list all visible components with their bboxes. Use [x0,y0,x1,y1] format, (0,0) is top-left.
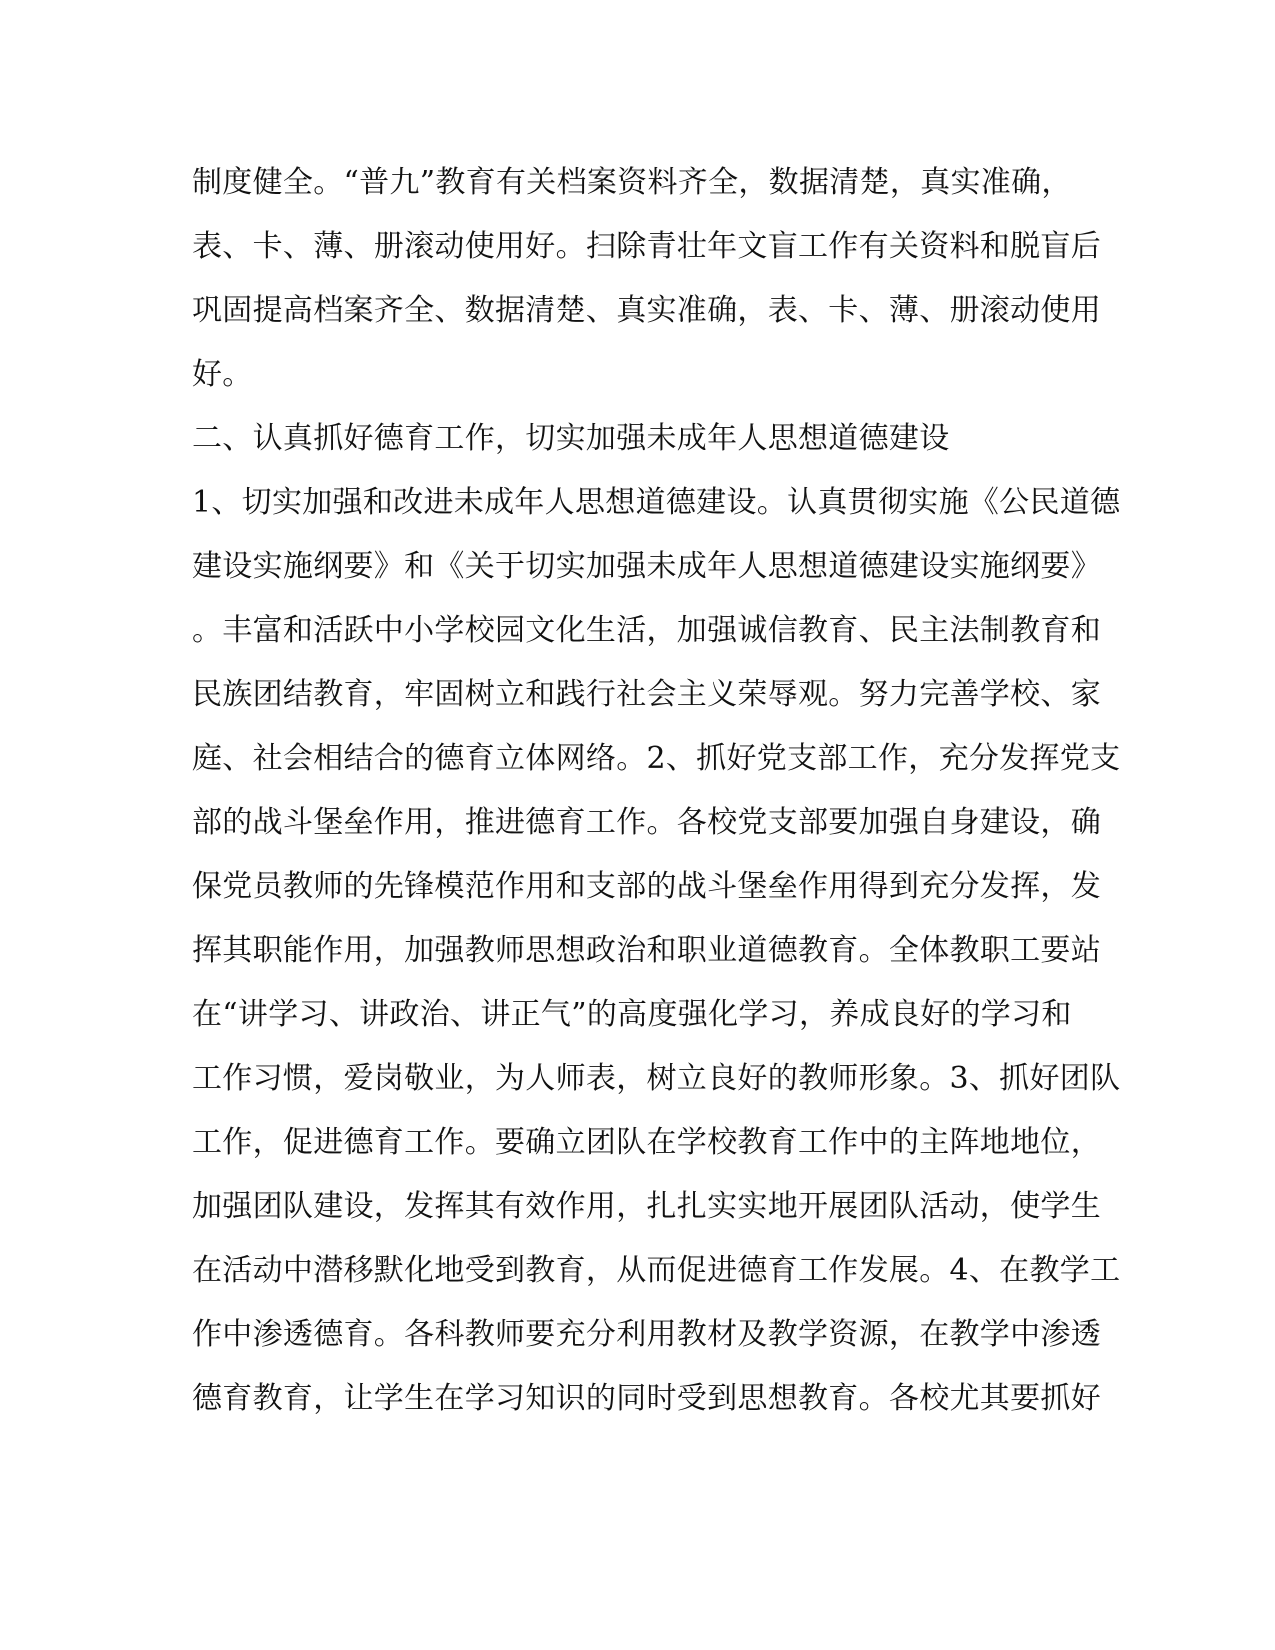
text-line: 好。 [192,357,253,392]
text-line: 民族团结教育，牢固树立和践行社会主义荣辱观。努力完善学校、家 [192,677,1101,712]
text-line: 制度健全。“普九”教育有关档案资料齐全，数据清楚，真实准确， [192,165,1072,200]
text-line: 在活动中潜移默化地受到教育，从而促进德育工作发展。4、在教学工 [192,1253,1121,1288]
text-line: 部的战斗堡垒作用，推进德育工作。各校党支部要加强自身建设，确 [192,805,1101,840]
section-heading: 二、认真抓好德育工作，切实加强未成年人思想道德建设 [192,421,950,456]
text-line: 工作习惯，爱岗敬业，为人师表，树立良好的教师形象。3、抓好团队 [192,1061,1121,1096]
text-line: 表、卡、薄、册滚动使用好。扫除青壮年文盲工作有关资料和脱盲后 [192,229,1101,264]
text-line: 保党员教师的先锋模范作用和支部的战斗堡垒作用得到充分发挥，发 [192,869,1101,904]
text-line: 加强团队建设，发挥其有效作用，扎扎实实地开展团队活动，使学生 [192,1189,1101,1224]
text-line: 1、切实加强和改进未成年人思想道德建设。认真贯彻实施《公民道德 [192,485,1121,520]
text-line: 巩固提高档案齐全、数据清楚、真实准确，表、卡、薄、册滚动使用 [192,293,1101,328]
text-line: 德育教育，让学生在学习知识的同时受到思想教育。各校尤其要抓好 [192,1381,1101,1416]
text-line: 建设实施纲要》和《关于切实加强未成年人思想道德建设实施纲要》 [192,549,1101,584]
text-line: 。丰富和活跃中小学校园文化生活，加强诚信教育、民主法制教育和 [192,613,1101,648]
text-line: 作中渗透德育。各科教师要充分利用教材及教学资源，在教学中渗透 [192,1317,1101,1352]
text-line: 挥其职能作用，加强教师思想政治和职业道德教育。全体教职工要站 [192,933,1101,968]
body-text [192,151,1121,1431]
text-line: 庭、社会相结合的德育立体网络。2、抓好党支部工作，充分发挥党支 [192,741,1121,776]
text-line: 在“讲学习、讲政治、讲正气”的高度强化学习，养成良好的学习和 [192,997,1072,1032]
text-line: 工作，促进德育工作。要确立团队在学校教育工作中的主阵地地位， [192,1125,1101,1160]
